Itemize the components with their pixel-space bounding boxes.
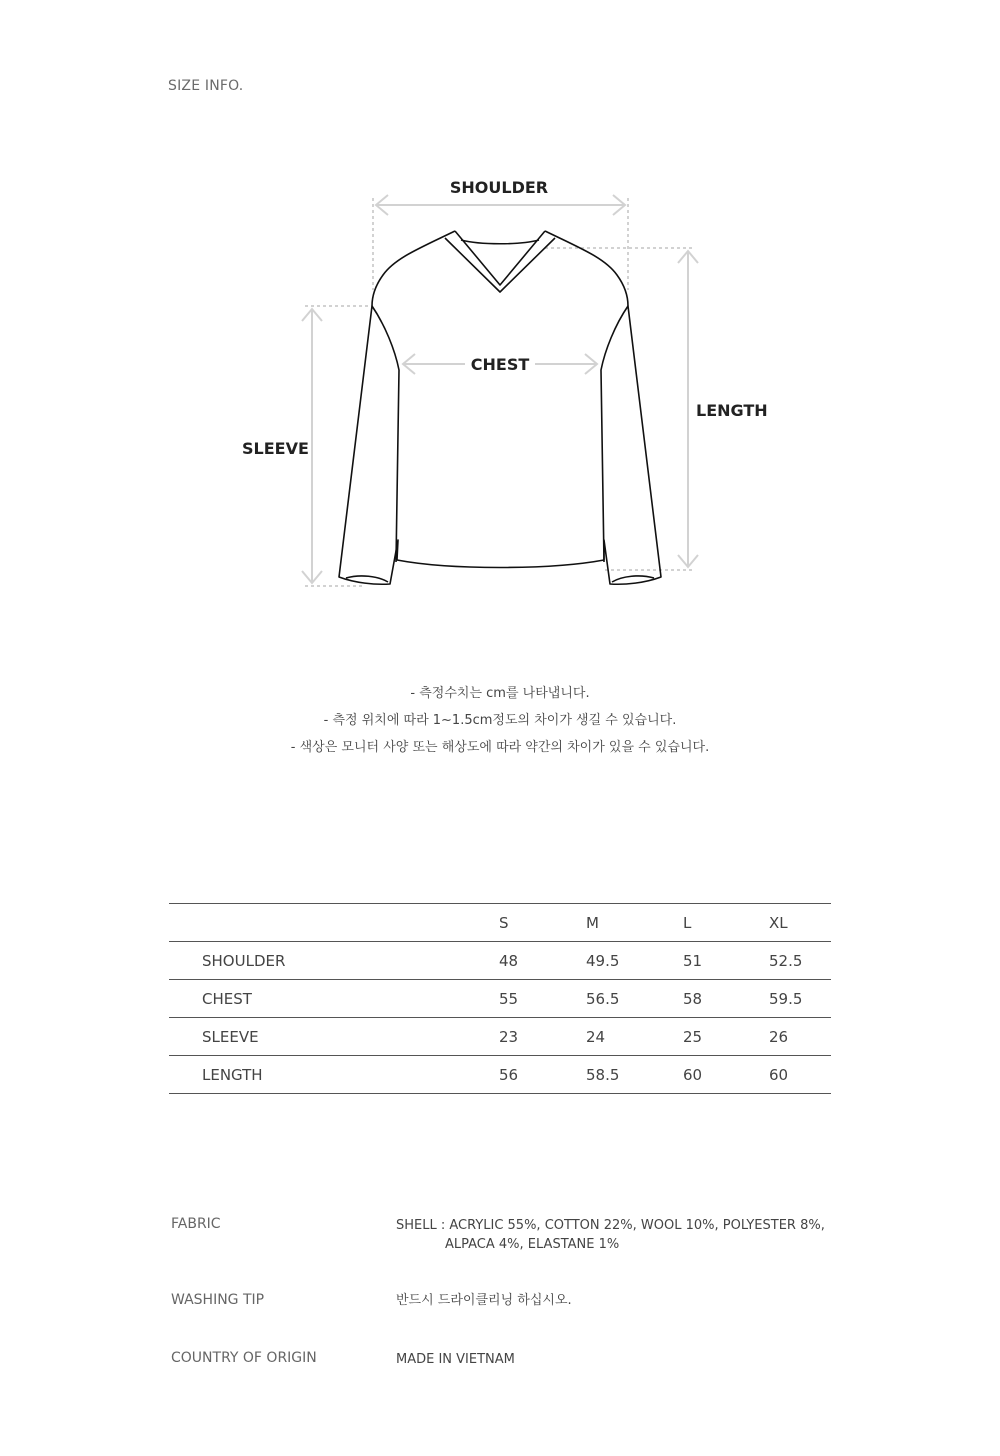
header-cell: XL <box>769 904 831 942</box>
country-of-origin-label: COUNTRY OF ORIGIN <box>171 1350 317 1366</box>
measurement-notes <box>0 680 1000 761</box>
table-cell: 60 <box>683 1056 769 1094</box>
header-cell <box>169 904 499 942</box>
size-table-header <box>169 904 831 942</box>
length-label: LENGTH <box>696 401 768 420</box>
table-cell: 48 <box>499 942 586 980</box>
table-cell: 59.5 <box>769 980 831 1018</box>
table-cell: 55 <box>499 980 586 1018</box>
table-cell: 26 <box>769 1018 831 1056</box>
row-label: SLEEVE <box>169 1018 499 1056</box>
table-row <box>169 942 831 980</box>
page-heading: SIZE INFO. <box>168 78 244 94</box>
note-line: - 측정수치는 cm를 나타냅니다. <box>410 686 590 701</box>
header-cell: M <box>586 904 683 942</box>
header-cell: L <box>683 904 769 942</box>
chest-label: CHEST <box>470 355 530 374</box>
table-cell: 58 <box>683 980 769 1018</box>
table-cell: 58.5 <box>586 1056 683 1094</box>
fabric-value-line: ALPACA 4%, ELASTANE 1% <box>445 1237 620 1252</box>
table-cell: 52.5 <box>769 942 831 980</box>
fabric-value-line: SHELL : ACRYLIC 55%, COTTON 22%, WOOL 10%, POLYESTER 8%, <box>396 1218 825 1233</box>
table-cell: 51 <box>683 942 769 980</box>
sleeve-label: SLEEVE <box>242 439 309 458</box>
washing-tip-label: WASHING TIP <box>171 1292 265 1308</box>
row-label: SHOULDER <box>169 942 499 980</box>
garment-diagram <box>220 160 800 610</box>
fabric-value <box>396 1216 825 1254</box>
note-line: - 측정 위치에 따라 1~1.5cm정도의 차이가 생길 수 있습니다. <box>323 713 677 728</box>
size-table <box>169 903 831 1094</box>
sweater-outline <box>339 231 661 584</box>
country-of-origin-value: MADE IN VIETNAM <box>396 1352 515 1367</box>
table-cell: 24 <box>586 1018 683 1056</box>
header-cell: S <box>499 904 586 942</box>
table-cell: 56 <box>499 1056 586 1094</box>
table-cell: 49.5 <box>586 942 683 980</box>
table-cell: 25 <box>683 1018 769 1056</box>
table-cell: 60 <box>769 1056 831 1094</box>
table-cell: 23 <box>499 1018 586 1056</box>
note-line: - 색상은 모니터 사양 또는 해상도에 따라 약간의 차이가 있을 수 있습니다. <box>290 740 710 755</box>
fabric-label: FABRIC <box>171 1216 221 1232</box>
washing-tip-value: 반드시 드라이클리닝 하십시오. <box>396 1293 572 1308</box>
row-label: CHEST <box>169 980 499 1018</box>
row-label: LENGTH <box>169 1056 499 1094</box>
shoulder-label: SHOULDER <box>449 178 549 197</box>
table-row <box>169 980 831 1018</box>
table-cell: 56.5 <box>586 980 683 1018</box>
table-row <box>169 1056 831 1094</box>
table-row <box>169 1018 831 1056</box>
